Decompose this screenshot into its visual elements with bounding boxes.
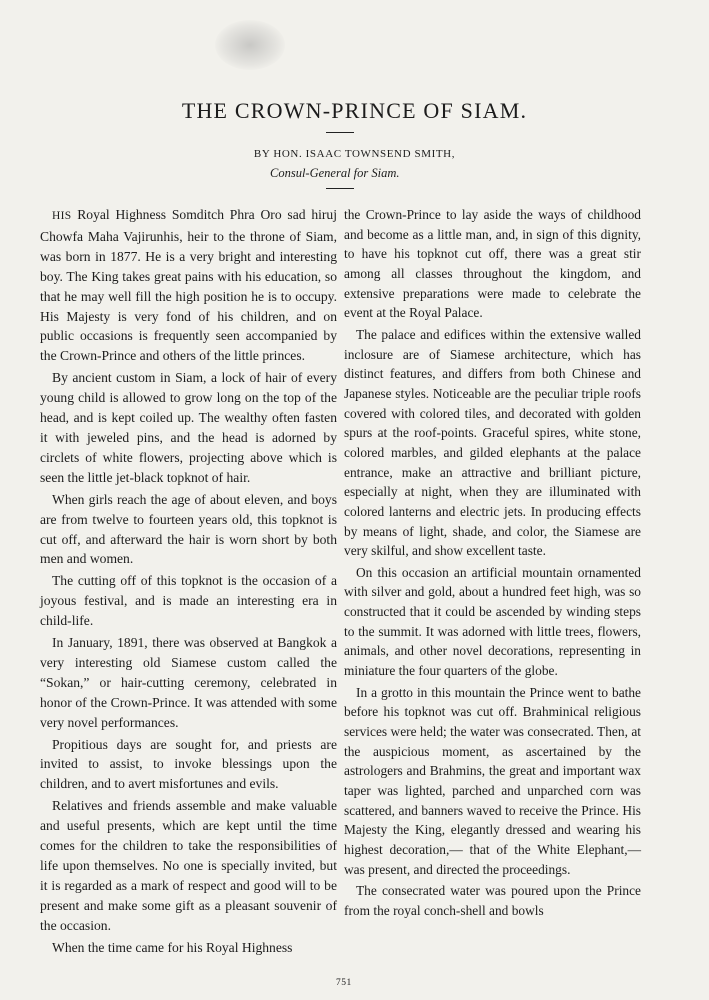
paragraph: In January, 1891, there was observed at Bangkok a very interesting old Siamese custom called the “Sokan,” or hair-cutting ceremony, celebrated in honor of the Crown-Prince. It was attended with some very novel performances. [40,635,337,730]
author-name: ISAAC TOWNSEND SMITH, [305,148,456,160]
byline-rule [326,188,354,189]
paragraph: When girls reach the age of about eleven, and boys are from twelve to fourteen years old, this topknot is cut off, and afterward the hair is worn short by both men and women. [40,491,337,567]
paragraph: On this occasion an artificial mountain ornamented with silver and gold, about a hundred feet high, was so constructed that it could be ascended by winding steps to the summit. It was adorned with little trees, flowers, animals, and other novel decorations, representing in miniature the four quarters of the globe. [344,564,641,679]
paragraph: HIS Royal Highness Somditch Phra Oro sad hiruj Chowfa Maha Vajirunhis, heir to the throne of Siam, was born in 1877. He is a very bright and interesting boy. The King takes great pains with his education, so that he may well fill the high position he is to occupy. His Majesty is very fond of his children, and on public occasions is frequently seen accompanied by the Crown-Prince and others of the little princes. [40,207,337,364]
paragraph: In a grotto in this mountain the Prince went to bathe before his topknot was cut off. Brahminical religious services were held; the water was consecrated. Then, at the auspicious moment, as ascertained by the astrologers and Brahmins, the great and important wax taper was lighted, parched and unparched corn was scattered, and banners waved to receive the Prince. His Majesty the King, elegantly dressed and wearing his highest decoration,— that of the White Elephant,— was present, and directed the proceedings. [344,684,641,877]
author-affiliation: Consul-General for Siam. [270,166,400,180]
paragraph: The consecrated water was poured upon the Prince from the royal conch-shell and bowls [344,883,641,918]
paragraph: By ancient custom in Siam, a lock of hair of every young child is allowed to grow long on the top of the head, and is kept coiled up. The wealthy often fasten it with jeweled pins, and the head is adorned by circlets of white flowers, projecting above which is seen the little jet-black topknot of hair. [40,370,337,485]
lead-word: HIS [52,210,72,222]
paragraph: The cutting off of this topknot is the occasion of a joyous festival, and is made an interesting era in child-life. [40,573,337,629]
article-title: THE CROWN-PRINCE OF SIAM. [181,98,528,123]
paragraph: Relatives and friends assemble and make valuable and useful presents, which are kept until the time comes for the children to take the responsibilities of life upon themselves. No one is specially invited, but it is regarded as a mark of respect and good will to be present and make some gift as a pleasant souvenir of the occasion. [40,798,337,933]
right-column [344,205,641,921]
paragraph: When the time came for his Royal Highness [52,939,293,955]
page-number: 751 [336,978,352,988]
paragraph: The palace and edifices within the extensive walled inclosure are of Siamese architecture, which has distinct features, and differs from both Chinese and Japanese styles. Noticeable are the peculiar triple roofs covered with colored tiles, and decorated with golden spurs at the roof-points. Graceful spires, white stone, colored marbles, and gilded elephants at the palace entrance, make an attractive and brilliant picture, especially at night, when they are illuminated with colored lanterns and electric jets. In producing effects by means of light, shade, and color, the Siamese are very skilful, and show excellent taste. [344,326,641,559]
paragraph: Propitious days are sought for, and priests are invited to assist, to invoke blessings upon the children, and to avert misfortunes and evils. [40,736,337,792]
left-column [40,205,337,958]
paragraph: the Crown-Prince to lay aside the ways of childhood and become as a little man, and, in sign of this dignity, to have his topknot cut off, there was a great stir among all classes throughout the kingdom, and extensive preparations were made to celebrate the event at the Royal Palace. [344,207,641,321]
byline-prefix: BY HON. [253,148,306,160]
byline [0,146,709,162]
title-rule [326,132,354,133]
ink-smudge [215,20,285,70]
